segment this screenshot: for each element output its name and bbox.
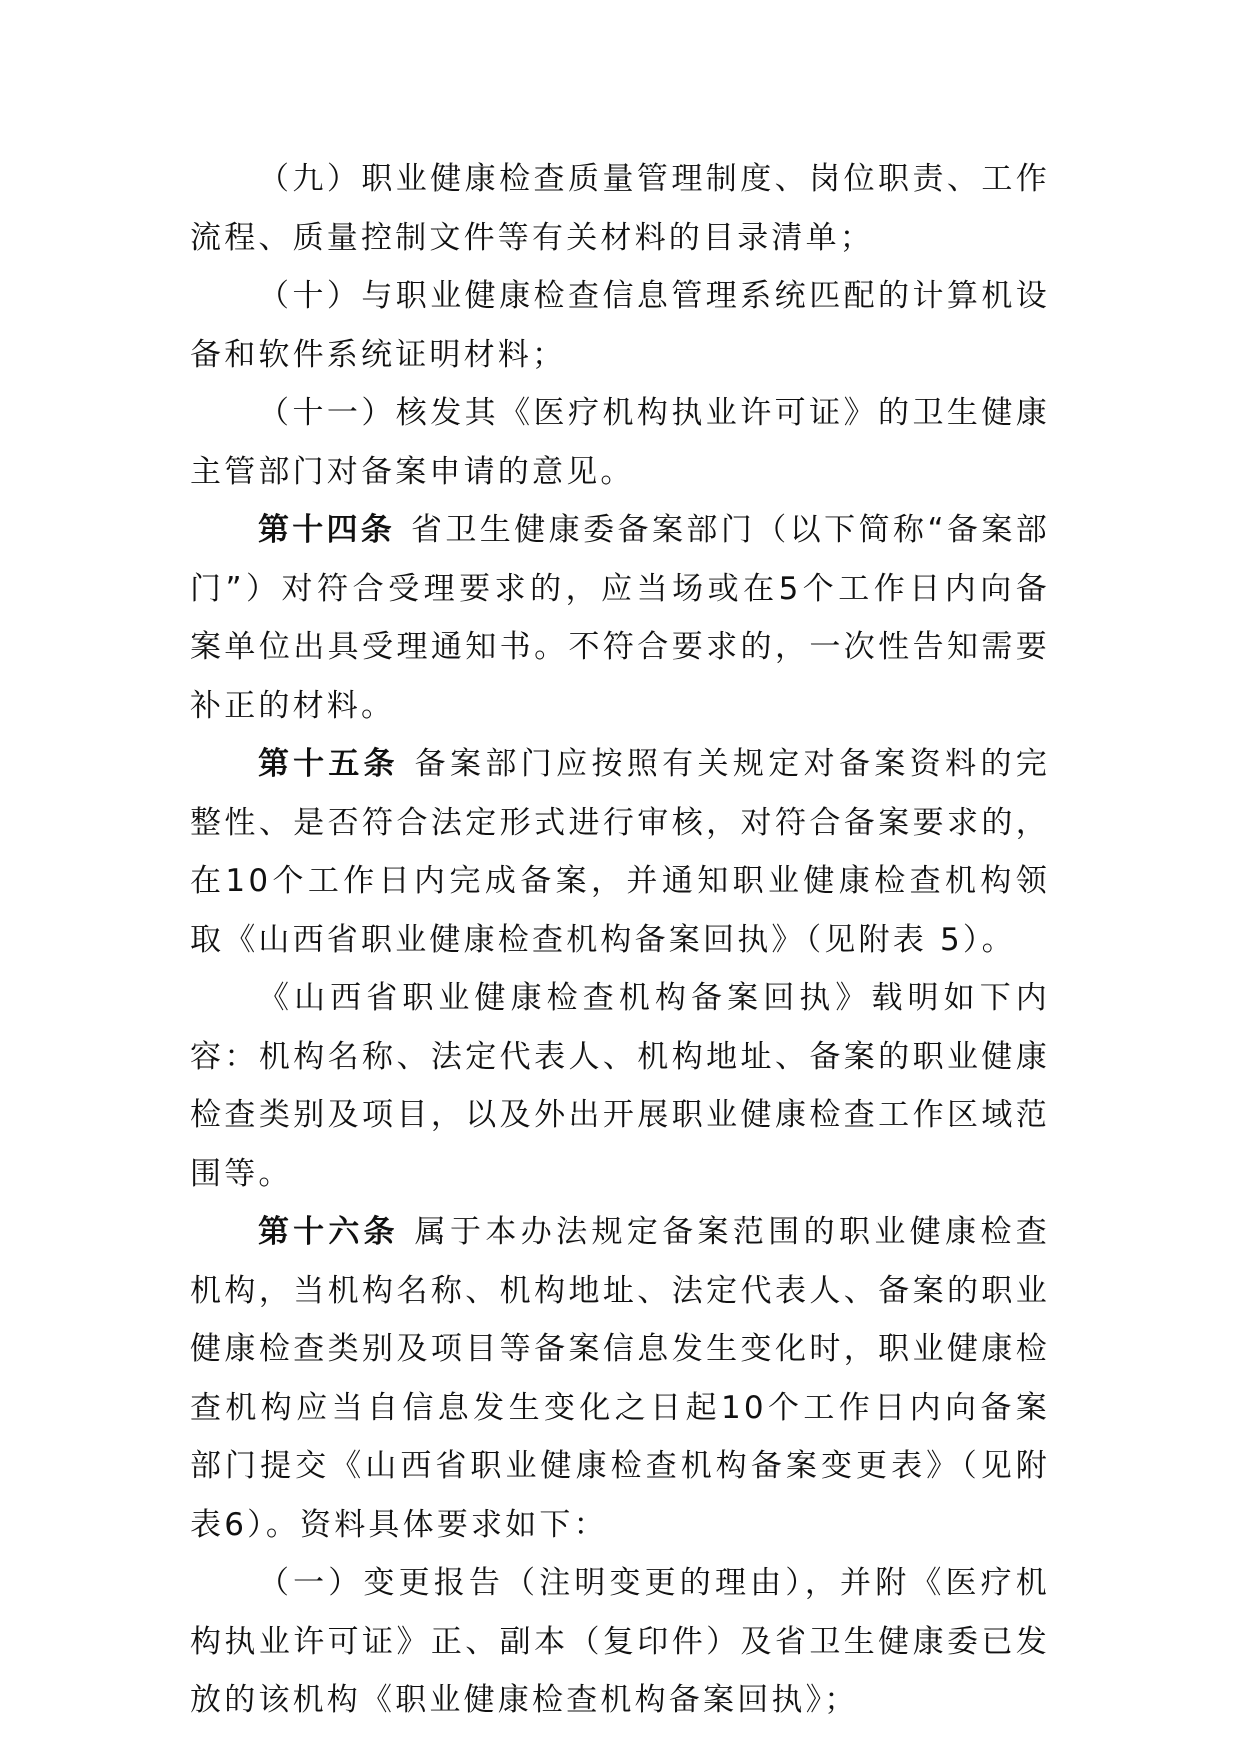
paragraph-text: 属于本办法规定备案范围的职业健康检查机构，当机构名称、机构地址、法定代表人、备案的职业健康检查类别及项目等备案信息发生变化时，职业健康检查机构应当自信息发生变化之日起10个工作日内向备案部门提交《山西省职业健康检查机构备案变更表》（见附表6）。资料具体要求如下： bbox=[190, 1214, 1050, 1543]
paragraph-text: （一）变更报告（注明变更的理由），并附《医疗机构执业许可证》正、副本（复印件）及省卫生健康委已发放的该机构《职业健康检查机构备案回执》； bbox=[190, 1565, 1050, 1718]
paragraph-text: 《山西省职业健康检查机构备案回执》载明如下内容：机构名称、法定代表人、机构地址、备案的职业健康检查类别及项目，以及外出开展职业健康检查工作区域范围等。 bbox=[190, 980, 1050, 1192]
article-15 bbox=[190, 735, 1050, 969]
article-label: 第十四条 bbox=[258, 512, 395, 548]
article-14 bbox=[190, 501, 1050, 735]
paragraph-item-9 bbox=[190, 150, 1050, 267]
document-page bbox=[190, 150, 1050, 1730]
article-16 bbox=[190, 1203, 1050, 1554]
article-label: 第十六条 bbox=[258, 1214, 399, 1250]
paragraph-item-11 bbox=[190, 384, 1050, 501]
article-label: 第十五条 bbox=[258, 746, 399, 782]
paragraph-text: （九）职业健康检查质量管理制度、岗位职责、工作流程、质量控制文件等有关材料的目录清单； bbox=[190, 161, 1050, 256]
paragraph-text: 省卫生健康委备案部门（以下简称“备案部门”）对符合受理要求的，应当场或在5个工作日内向备案单位出具受理通知书。不符合要求的，一次性告知需要补正的材料。 bbox=[190, 512, 1051, 724]
paragraph-text: （十）与职业健康检查信息管理系统匹配的计算机设备和软件系统证明材料； bbox=[190, 278, 1050, 373]
paragraph-text: （十一）核发其《医疗机构执业许可证》的卫生健康主管部门对备案申请的意见。 bbox=[190, 395, 1050, 490]
paragraph-text: 备案部门应按照有关规定对备案资料的完整性、是否符合法定形式进行审核，对符合备案要求的，在10个工作日内完成备案，并通知职业健康检查机构领取《山西省职业健康检查机构备案回执》（见附表 5）。 bbox=[190, 746, 1050, 958]
paragraph-item-1 bbox=[190, 1554, 1050, 1730]
paragraph-item-10 bbox=[190, 267, 1050, 384]
paragraph-receipt-content bbox=[190, 969, 1050, 1203]
